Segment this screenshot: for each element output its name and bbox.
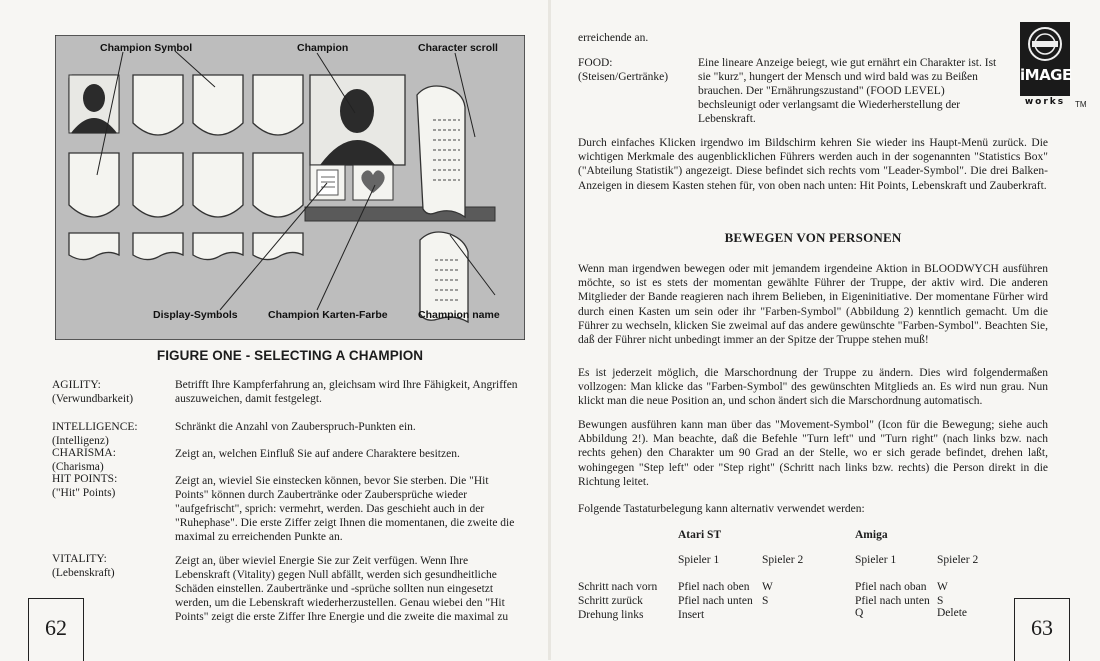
champion-card-color-bar: [305, 207, 495, 221]
key-row-amiga2: S: [937, 595, 944, 607]
header-atari-player1: Spieler 1: [678, 554, 720, 566]
key-row-action: Schritt zurück: [578, 595, 643, 607]
key-row-amiga1: Pfiel nach unten: [855, 595, 930, 607]
label-champion: Champion: [297, 42, 349, 54]
label-champion-name: Champion name: [418, 309, 500, 321]
term-food: FOOD: (Steisen/Gertränke): [578, 57, 669, 83]
label-champion-card-color: Champion Karten-Farbe: [268, 309, 388, 321]
key-row-atari1: Pfiel nach unten: [678, 595, 753, 607]
figure-title: FIGURE ONE - SELECTING A CHAMPION: [156, 348, 424, 363]
label-champion-symbol: Champion Symbol: [100, 42, 193, 54]
key-row-atari2: S: [762, 595, 769, 607]
continued-line: erreichende an.: [578, 32, 649, 44]
label-display-symbols: Display-Symbols: [153, 309, 238, 321]
term-charisma: CHARISMA: (Charisma): [52, 447, 116, 473]
display-symbol-scroll: [310, 165, 345, 200]
key-row-atari1: Insert: [678, 609, 705, 621]
header-amiga-player1: Spieler 1: [855, 554, 897, 566]
def-intelligence: Schränkt die Anzahl von Zauberspruch-Punkten ein.: [175, 421, 416, 433]
key-row-atari1: Pfiel nach oben: [678, 581, 750, 593]
key-row-atari2: W: [762, 581, 773, 593]
def-agility: Betrifft Ihre Kampferfahrung an, gleichsam wird Ihre Fähigkeit, Angriffen auszuweichen, damit festgelegt.: [175, 379, 518, 405]
character-scroll: [417, 86, 465, 217]
def-food: Eine lineare Anzeige beiegt, wie gut ernährt ein Charakter ist. Ist sie "kurz", hungert der Mensch und wird bald was zu Beißen brauchen. Der "Ernährungszustand" (FOOD LEVEL) bechsleunigt oder verlangsamt die Wiederherstellung der Lebenskraft.: [698, 57, 997, 125]
header-atari-player2: Spieler 2: [762, 554, 804, 566]
term-agility: AGILITY: (Verwundbarkeit): [52, 379, 134, 405]
paragraph-movement: Bewungen ausführen kann man über das "Movement-Symbol" (Icon für die Bewegung; siehe auch Abbildung 2!). Man beachte, daß die Befehle "Turn left" und "Turn right" (nach links bzw. nach rechts gehen) den Charakter um 90 Grad an der Stelle, wo er sich gerade befindet, drehen laßt, wohingegen "Step left" oder "Step right" (Schritt nach links bzw. rechts) die Person direkt in die Richtung leitet.: [578, 419, 1048, 488]
term-intelligence: INTELLIGENCE: (Intelligenz): [52, 421, 138, 447]
key-row-amiga1: Q: [855, 607, 864, 619]
key-row-amiga2: W: [937, 581, 948, 593]
display-symbol-heart: [353, 165, 393, 200]
paragraph-leader: Wenn man irgendwen bewegen oder mit jemandem irgendeine Aktion in BLOODWYCH ausführen möchte, so ist es stets der momentan gewählte Führer der Truppe, der aktiv wird. Die anderen Mitglieder der Bande reagieren nach ihrem Belieben, in Eigeninitiative. Der momentane Fürher wird durch einen Kasten um sein oder ihr "Farben-Symbol" (Abbildung 2) kenntlich gemacht. Um die Führer zu wechseln, klicken Sie zweimal auf das andere gewünschte "Farben-Symbol". Beachten Sie, daß der Führer nicht unbedingt immer an der Spitze der Truppe stehen muß!: [578, 263, 1048, 347]
header-amiga-player2: Spieler 2: [937, 554, 979, 566]
key-row-amiga1: Pfiel nach oban: [855, 581, 927, 593]
key-row-amiga2: Delete: [937, 607, 968, 619]
paragraph-marching-order: Es ist jederzeit möglich, die Marschordnung der Truppe zu ändern. Dies wird folgendermaßen vollzogen: Man klicke das "Farben-Symbol" des gewünschten Mitglieds an. Es wird nun grau. Nun klickt man die neue Position an, und schon ändert sich die Marschordnung automatisch.: [578, 367, 1048, 408]
key-row-action: Schritt nach vorn: [578, 581, 658, 593]
champion-selection-figure: [55, 35, 525, 340]
term-hit-points: HIT POINTS: ("Hit" Points): [52, 473, 118, 499]
paragraph-statistics: Durch einfaches Klicken irgendwo im Bildschirm kehren Sie wieder ins Haupt-Menü zurück. Die wichtigen Merkmale des augenblicklichen Führers werden auch in der sogenannten "Statistics Box" ("Abteilung Statistik") angezeigt. Diese befindet sich rechts vom "Leader-Symbol". Die drei Balken-Anzeigen in diesem Kasten stehen für, von oben nach unten: Hit Points, Lebenskraft und Zauberkraft.: [578, 137, 1048, 192]
key-row-action: Drehung links: [578, 609, 644, 621]
trademark-mark: TM: [1075, 100, 1087, 109]
paragraph-keyboard: Folgende Tastaturbelegung kann alternativ verwendet werden:: [578, 503, 865, 515]
section-heading: BEWEGEN VON PERSONEN: [724, 230, 902, 245]
label-character-scroll: Character scroll: [418, 42, 498, 54]
term-vitality: VITALITY: (Lebenskraft): [52, 553, 115, 579]
image-works-logo: iMAGE works: [1020, 22, 1070, 110]
header-atari: Atari ST: [678, 529, 722, 541]
def-charisma: Zeigt an, welchen Einfluß Sie auf andere Charaktere besitzen.: [175, 448, 460, 460]
header-amiga: Amiga: [855, 529, 888, 541]
def-hit-points: Zeigt an, wieviel Sie einstecken können, bevor Sie sterben. Die "Hit Points" können durch Zaubertränke oder Zaubersprüche wieder "aufgefrischt", sprich: vermehrt, werden. Das geschieht auch in der "Ruhephase". Die erste Ziffer zeigt Ihnen die momentanen, die zweite die maximal zu erreichenden Punkte an.: [175, 475, 515, 543]
page-number-right: 63: [1014, 598, 1070, 661]
page-number-left: 62: [28, 598, 84, 661]
def-vitality: Zeigt an, über wieviel Energie Sie zur Zeit verfügen. Wenn Ihre Lebenskraft (Vitality) gegen Null abfällt, werden sich gesundheitliche Schäden einstellen. Zaubertränke und -sprüche sollten nun eingesetzt werden, um die Lebenskraft wiederherzustellen. Genau wiebei den "Hit Points" zeigt die erste Ziffer Ihre Energie und die zweite die maximal zu: [175, 555, 509, 623]
champion-portrait-large: [310, 75, 405, 165]
